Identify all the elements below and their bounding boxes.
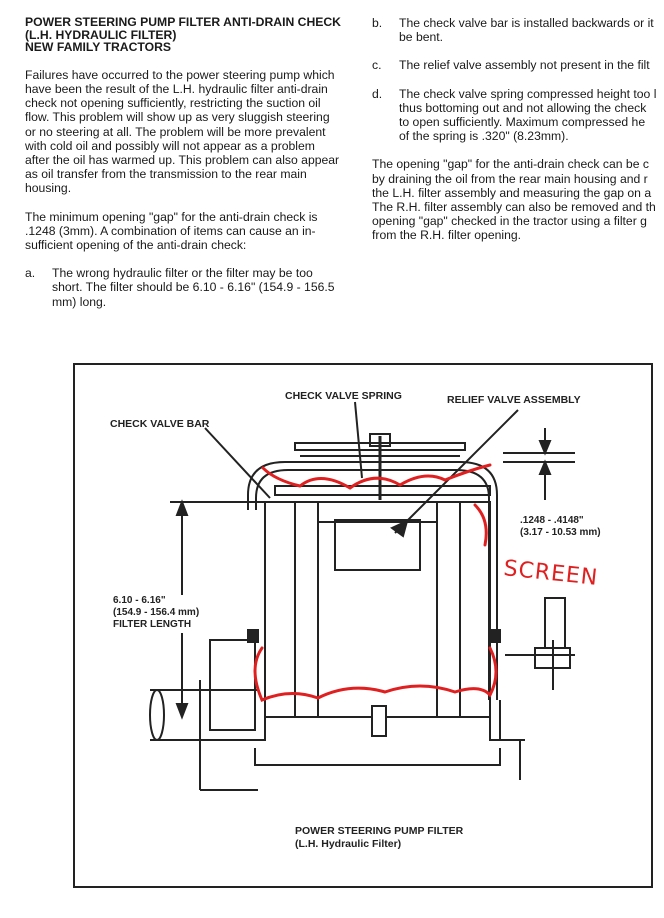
label-relief-valve: RELIEF VALVE ASSEMBLY [447, 394, 581, 406]
label-check-valve-bar: CHECK VALVE BAR [110, 418, 210, 430]
label-check-valve-spring: CHECK VALVE SPRING [285, 390, 402, 402]
title-line: (L.H. HYDRAULIC FILTER) [25, 27, 177, 42]
label-filter-length: FILTER LENGTH [113, 619, 192, 630]
label-length: 6.10 - 6.16" [113, 595, 166, 606]
title-line: NEW FAMILY TRACTORS [25, 40, 172, 55]
label-length-metric: (154.9 - 156.4 mm) [113, 607, 200, 618]
check-valve-bar [275, 486, 490, 495]
intro-paragraph: Failures have occurred to the power steering pump which have been the result of the L.H. hydraulic filter anti-drain check not opening sufficiently, restricting the suction oil flow. This problem will show up as very sluggish steering or no steering at all. The problem will be more prevalent with cold oil and possibly will not appear as a problem after the oil has warmed up. This problem can also appear as oil transfer from the transmission to the rear main housing. [25, 67, 340, 196]
label-gap: .1248 - .4148" [520, 515, 584, 526]
list-item-label: a. [25, 266, 36, 281]
handwritten-screen-note: SCREEN [502, 556, 600, 591]
list-item-text: The check valve bar is installed backwards or it be bent. [399, 16, 654, 45]
minimum-gap-paragraph: The minimum opening "gap" for the anti-drain check is .1248 (3mm). A combination of items can cause an in- sufficient opening of the anti-drain check: [25, 209, 318, 253]
base-flange [255, 748, 500, 765]
list-item-label: c. [372, 58, 382, 73]
list-item-text: The wrong hydraulic filter or the filter may be too short. The filter should be 6.10 - 6.16" (154.9 - 156.5 mm) long. [52, 266, 335, 309]
figure-caption: POWER STEERING PUMP FILTER [295, 825, 464, 837]
label-gap-metric: (3.17 - 10.53 mm) [520, 527, 601, 538]
leader-relief [395, 410, 518, 533]
shaft-pipe [150, 690, 258, 740]
gap-check-paragraph: The opening "gap" for the anti-drain check can be c by draining the oil from the rear main housing and r the L.H. filter assembly and measuring the gap on a The R.H. filter assembly can also be removed and th opening "gap" checked in the tractor using a filter g from the R.H. filter opening. [372, 157, 656, 243]
relief-valve-body [335, 520, 420, 570]
screen-pointer [475, 505, 486, 545]
list-item-text: The check valve spring compressed height too l thus bottoming out and not allowing the check to open sufficiently. Maximum compressed he of the spring is .320" (8.23mm). [399, 86, 657, 144]
filter-drawing [150, 402, 575, 790]
title-line: POWER STEERING PUMP FILTER ANTI-DRAIN CHECK [25, 15, 341, 29]
leader-bar [205, 428, 270, 498]
list-item-label: d. [372, 86, 383, 101]
list-item-label: b. [372, 16, 383, 30]
housing-inner [256, 470, 489, 700]
list-item-text: The relief valve assembly not present in the filt [399, 58, 650, 73]
leader-spring [355, 402, 362, 478]
filter-body [265, 502, 490, 717]
figure-caption-sub: (L.H. Hydraulic Filter) [295, 838, 402, 850]
check-valve-bar-highlight [263, 465, 490, 488]
